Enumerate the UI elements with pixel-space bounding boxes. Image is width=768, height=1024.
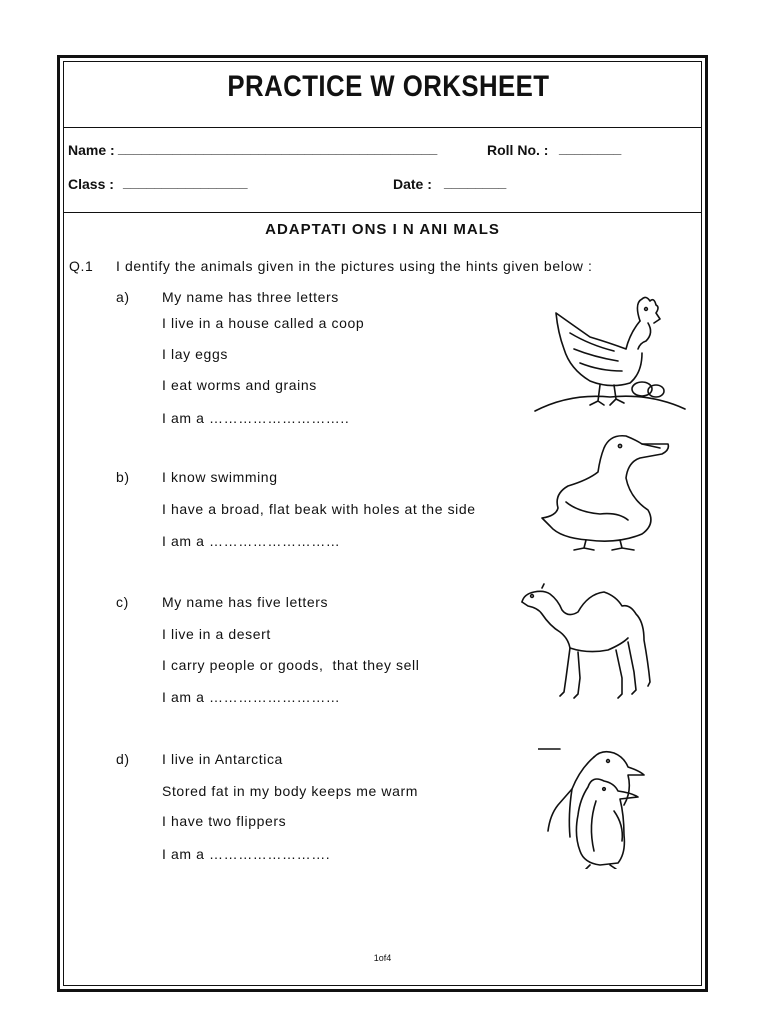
section-title: ADAPTATI ONS I N ANI MALS bbox=[265, 221, 500, 238]
name-label: Name : bbox=[68, 142, 115, 158]
question-number: Q.1 bbox=[69, 258, 94, 274]
clue-line: I live in a house called a coop bbox=[162, 315, 365, 331]
item-label: c) bbox=[116, 594, 129, 610]
clue-line: I live in Antarctica bbox=[162, 751, 283, 767]
page-title: PRACTICE W ORKSHEET bbox=[227, 70, 550, 103]
date-blank[interactable]: ________ bbox=[444, 174, 507, 190]
divider bbox=[63, 212, 702, 213]
clue-line: I have two flippers bbox=[162, 813, 287, 829]
date-label: Date : bbox=[393, 176, 432, 192]
name-blank[interactable]: _________________________________________ bbox=[118, 140, 438, 156]
roll-no-blank[interactable]: ________ bbox=[559, 140, 622, 156]
answer-line[interactable]: I am a ……………………… bbox=[162, 689, 341, 705]
class-label: Class : bbox=[68, 176, 114, 192]
page-number: 1of4 bbox=[373, 953, 392, 963]
item-label: d) bbox=[116, 751, 130, 767]
roll-no-label: Roll No. : bbox=[487, 142, 549, 158]
clue-line: My name has five letters bbox=[162, 594, 329, 610]
clue-line: I live in a desert bbox=[162, 626, 271, 642]
question-text: I dentify the animals given in the pictures using the hints given below : bbox=[116, 258, 593, 274]
class-blank[interactable]: ________________ bbox=[123, 174, 248, 190]
penguin-icon bbox=[538, 745, 662, 869]
item-label: a) bbox=[116, 289, 130, 305]
clue-line: I lay eggs bbox=[162, 346, 228, 362]
answer-line[interactable]: I am a ……………………… bbox=[162, 533, 341, 549]
clue-line: I eat worms and grains bbox=[162, 377, 317, 393]
divider bbox=[63, 127, 702, 128]
clue-line: My name has three letters bbox=[162, 289, 339, 305]
answer-line[interactable]: I am a ……………………. bbox=[162, 846, 331, 862]
camel-icon bbox=[518, 582, 656, 710]
clue-line: I have a broad, flat beak with holes at the side bbox=[162, 501, 476, 517]
clue-line: I carry people or goods, that they sell bbox=[162, 657, 420, 673]
duck-icon bbox=[538, 428, 678, 552]
hen-icon bbox=[530, 293, 690, 415]
clue-line: Stored fat in my body keeps me warm bbox=[162, 783, 418, 799]
clue-line: I know swimming bbox=[162, 469, 278, 485]
item-label: b) bbox=[116, 469, 130, 485]
answer-line[interactable]: I am a ……………………….. bbox=[162, 410, 350, 426]
